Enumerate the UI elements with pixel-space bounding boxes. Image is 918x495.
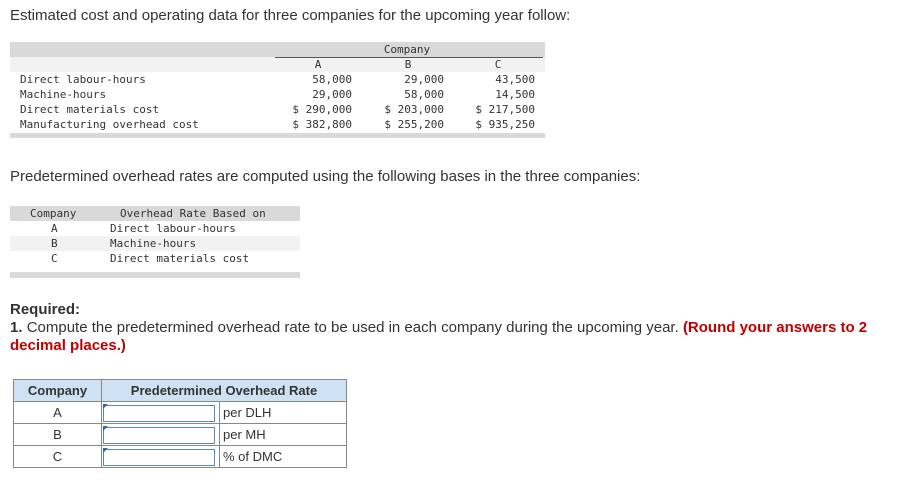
basis-cell: Direct labour-hours [110, 222, 236, 235]
row-label: Machine-hours [20, 88, 107, 101]
cell-value: 29,000 [404, 73, 444, 86]
rate-input-cell [102, 424, 220, 446]
rate-input-c[interactable] [103, 449, 215, 466]
table-footer-band [10, 133, 545, 138]
company-cell: B [14, 424, 102, 446]
cell-value: $ 217,500 [475, 103, 535, 116]
intro-text: Estimated cost and operating data for three companies for the upcoming year follow: [10, 7, 571, 24]
basis-cell: Machine-hours [110, 237, 197, 250]
bases-text: Predetermined overhead rates are computed using the following bases in the three companies: [10, 168, 641, 185]
required-question [10, 319, 910, 355]
rounding-note: (Round your answers to 2 decimal places.) [10, 319, 868, 354]
cell-value: 58,000 [404, 88, 444, 101]
rate-input-b[interactable] [103, 427, 215, 444]
unit-label: per DLH [220, 402, 347, 424]
cell-value: $ 290,000 [292, 103, 352, 116]
question-text: Compute the predetermined overhead rate to be used in each company during the upcoming year. [26, 319, 679, 336]
input-marker-icon [103, 426, 108, 431]
company-group-header: Company [383, 43, 431, 56]
cell-value: $ 935,250 [475, 118, 535, 131]
cell-value: $ 382,800 [292, 118, 352, 131]
unit-label: % of DMC [220, 446, 347, 468]
column-header-a: A [314, 58, 322, 71]
cell-value: $ 203,000 [384, 103, 444, 116]
cost-data-table [10, 42, 545, 138]
rate-input-a[interactable] [103, 405, 215, 422]
rate-input-cell [102, 446, 220, 468]
table-header-row [14, 380, 347, 402]
column-header-c: C [494, 58, 502, 71]
company-cell: B [51, 237, 58, 250]
answer-table [13, 379, 347, 468]
column-header-rate: Predetermined Overhead Rate [102, 380, 347, 402]
question-number: 1. [10, 319, 23, 336]
row-label: Direct materials cost [20, 103, 160, 116]
table-row [14, 446, 347, 468]
cell-value: 43,500 [495, 73, 535, 86]
cell-value: 58,000 [312, 73, 352, 86]
cell-value: 29,000 [312, 88, 352, 101]
company-cell: C [51, 252, 58, 265]
required-section [10, 301, 910, 355]
row-label: Direct labour-hours [20, 73, 146, 86]
table-row [14, 402, 347, 424]
rate-input-cell [102, 402, 220, 424]
table-row [14, 424, 347, 446]
basis-cell: Direct materials cost [110, 252, 250, 265]
column-header-company: Company [30, 207, 77, 220]
column-header-company: Company [14, 380, 102, 402]
cell-value: 14,500 [495, 88, 535, 101]
unit-label: per MH [220, 424, 347, 446]
column-header-basis: Overhead Rate Based on [120, 207, 266, 220]
company-cell: C [14, 446, 102, 468]
required-label: Required: [10, 301, 81, 318]
company-cell: A [14, 402, 102, 424]
overhead-basis-table [10, 206, 300, 278]
table-header-band [10, 42, 545, 57]
column-header-b: B [404, 58, 412, 71]
company-cell: A [51, 222, 58, 235]
input-marker-icon [103, 448, 108, 453]
table-footer-band [10, 272, 300, 278]
input-marker-icon [103, 404, 108, 409]
cell-value: $ 255,200 [384, 118, 444, 131]
table-row-band [10, 57, 545, 72]
row-label: Manufacturing overhead cost [20, 118, 199, 131]
